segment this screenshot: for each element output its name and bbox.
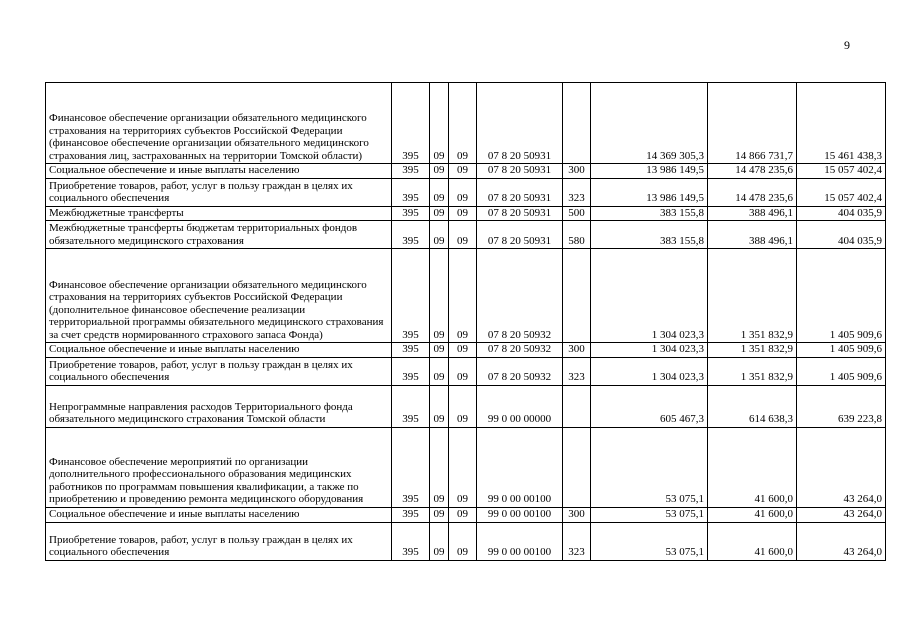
cell-pr: 09 [449,178,477,206]
cell-amount-2: 388 496,1 [708,206,797,221]
cell-vr: 323 [563,522,591,560]
cell-name: Межбюджетные трансферты бюджетам территориальных фондов обязательного медицинского страхования [46,221,392,249]
cell-gr: 395 [392,357,430,385]
cell-gr: 395 [392,206,430,221]
cell-name: Финансовое обеспечение организации обязательного медицинского страхования на территориях субъектов Российской Федерации (финансовое обеспечение организации обязательного медицинского страхования лиц, застрахованных на территории Томской области) [46,83,392,164]
cell-amount-2: 1 351 832,9 [708,343,797,358]
cell-name: Социальное обеспечение и иные выплаты населению [46,507,392,522]
cell-gr: 395 [392,427,430,507]
cell-rz: 09 [430,507,449,522]
cell-csr: 07 8 20 50932 [477,343,563,358]
cell-pr: 09 [449,164,477,179]
table-row [46,221,886,249]
cell-rz: 09 [430,164,449,179]
cell-amount-3: 15 057 402,4 [797,164,886,179]
cell-amount-2: 41 600,0 [708,427,797,507]
cell-pr: 09 [449,343,477,358]
cell-vr [563,427,591,507]
cell-name: Социальное обеспечение и иные выплаты населению [46,164,392,179]
cell-amount-3: 1 405 909,6 [797,249,886,343]
cell-amount-2: 14 866 731,7 [708,83,797,164]
table-row [46,206,886,221]
cell-gr: 395 [392,164,430,179]
cell-name: Финансовое обеспечение мероприятий по организации дополнительного профессионального образования медицинских работников по программам повышения квалификации, а также по приобретению и проведению ремонта медицинского оборудования [46,427,392,507]
cell-gr: 395 [392,343,430,358]
table-row [46,249,886,343]
cell-amount-1: 1 304 023,3 [591,343,708,358]
cell-amount-1: 1 304 023,3 [591,249,708,343]
cell-pr: 09 [449,206,477,221]
cell-csr: 07 8 20 50931 [477,178,563,206]
cell-amount-2: 614 638,3 [708,385,797,427]
cell-gr: 395 [392,221,430,249]
cell-csr: 07 8 20 50931 [477,206,563,221]
table-row [46,507,886,522]
cell-gr: 395 [392,249,430,343]
cell-pr: 09 [449,249,477,343]
cell-pr: 09 [449,83,477,164]
cell-name: Межбюджетные трансферты [46,206,392,221]
cell-name: Приобретение товаров, работ, услуг в пользу граждан в целях их социального обеспечения [46,357,392,385]
cell-amount-3: 1 405 909,6 [797,357,886,385]
cell-pr: 09 [449,522,477,560]
cell-name: Приобретение товаров, работ, услуг в пользу граждан в целях их социального обеспечения [46,522,392,560]
cell-gr: 395 [392,83,430,164]
cell-name: Социальное обеспечение и иные выплаты населению [46,343,392,358]
cell-vr [563,385,591,427]
cell-amount-2: 41 600,0 [708,507,797,522]
cell-amount-3: 1 405 909,6 [797,343,886,358]
cell-rz: 09 [430,249,449,343]
table-row [46,427,886,507]
cell-name: Приобретение товаров, работ, услуг в пользу граждан в целях их социального обеспечения [46,178,392,206]
table-row [46,164,886,179]
table-row [46,522,886,560]
cell-csr: 07 8 20 50931 [477,221,563,249]
cell-amount-2: 41 600,0 [708,522,797,560]
cell-csr: 07 8 20 50931 [477,83,563,164]
cell-vr: 300 [563,343,591,358]
cell-rz: 09 [430,522,449,560]
cell-csr: 99 0 00 00100 [477,507,563,522]
cell-rz: 09 [430,83,449,164]
cell-amount-1: 1 304 023,3 [591,357,708,385]
cell-vr: 323 [563,178,591,206]
cell-amount-3: 43 264,0 [797,522,886,560]
cell-amount-3: 15 057 402,4 [797,178,886,206]
cell-vr [563,249,591,343]
cell-name: Финансовое обеспечение организации обязательного медицинского страхования на территориях субъектов Российской Федерации (дополнительное финансовое обеспечение реализации территориальной программы обязательного медицинского страхования за счет средств нормированного страхового запаса Фонда) [46,249,392,343]
cell-pr: 09 [449,221,477,249]
cell-name: Непрограммные направления расходов Территориального фонда обязательного медицинского страхования Томской области [46,385,392,427]
cell-amount-2: 1 351 832,9 [708,249,797,343]
cell-gr: 395 [392,522,430,560]
cell-amount-1: 383 155,8 [591,221,708,249]
cell-gr: 395 [392,507,430,522]
cell-gr: 395 [392,178,430,206]
cell-amount-3: 404 035,9 [797,206,886,221]
cell-csr: 07 8 20 50932 [477,357,563,385]
cell-pr: 09 [449,427,477,507]
cell-rz: 09 [430,343,449,358]
cell-amount-3: 43 264,0 [797,427,886,507]
cell-amount-2: 14 478 235,6 [708,178,797,206]
cell-amount-2: 1 351 832,9 [708,357,797,385]
cell-csr: 07 8 20 50932 [477,249,563,343]
cell-amount-1: 14 369 305,3 [591,83,708,164]
cell-vr: 300 [563,507,591,522]
cell-amount-2: 388 496,1 [708,221,797,249]
budget-table [45,82,886,561]
cell-csr: 07 8 20 50931 [477,164,563,179]
cell-amount-2: 14 478 235,6 [708,164,797,179]
cell-rz: 09 [430,427,449,507]
cell-csr: 99 0 00 00000 [477,385,563,427]
cell-rz: 09 [430,178,449,206]
cell-vr [563,83,591,164]
cell-rz: 09 [430,206,449,221]
cell-amount-1: 53 075,1 [591,522,708,560]
page-number: 9 [844,38,850,52]
table-row [46,385,886,427]
cell-pr: 09 [449,507,477,522]
cell-amount-1: 383 155,8 [591,206,708,221]
table-row [46,178,886,206]
cell-vr: 300 [563,164,591,179]
table-row [46,343,886,358]
table-row [46,83,886,164]
cell-amount-1: 605 467,3 [591,385,708,427]
cell-vr: 500 [563,206,591,221]
cell-amount-1: 13 986 149,5 [591,178,708,206]
cell-amount-3: 639 223,8 [797,385,886,427]
budget-table-body [46,83,886,561]
cell-vr: 323 [563,357,591,385]
cell-amount-1: 53 075,1 [591,427,708,507]
cell-csr: 99 0 00 00100 [477,522,563,560]
cell-amount-1: 13 986 149,5 [591,164,708,179]
cell-rz: 09 [430,221,449,249]
cell-pr: 09 [449,385,477,427]
cell-amount-1: 53 075,1 [591,507,708,522]
cell-amount-3: 43 264,0 [797,507,886,522]
cell-vr: 580 [563,221,591,249]
cell-gr: 395 [392,385,430,427]
cell-rz: 09 [430,385,449,427]
cell-amount-3: 15 461 438,3 [797,83,886,164]
cell-amount-3: 404 035,9 [797,221,886,249]
cell-csr: 99 0 00 00100 [477,427,563,507]
cell-rz: 09 [430,357,449,385]
table-row [46,357,886,385]
cell-pr: 09 [449,357,477,385]
